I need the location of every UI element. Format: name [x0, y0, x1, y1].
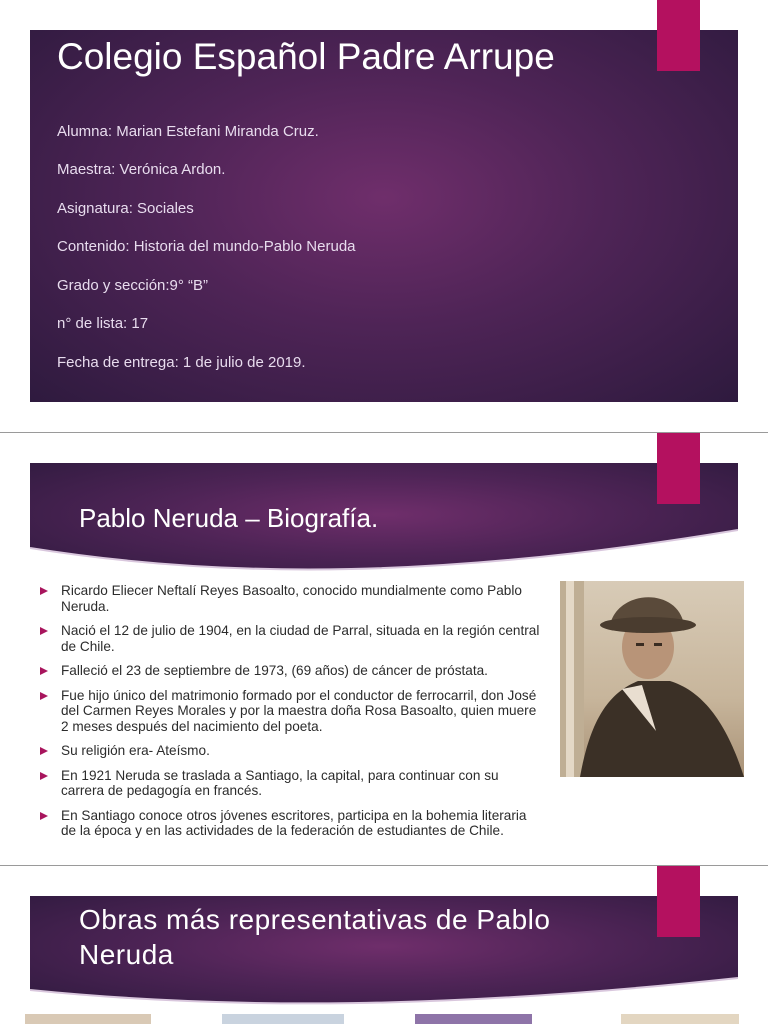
bullet-icon [40, 667, 48, 675]
book-cover-thumbnail [25, 1014, 151, 1024]
page-divider [0, 432, 768, 433]
accent-tab [657, 0, 700, 71]
list-item [40, 583, 540, 614]
list-item-text: En Santiago conoce otros jóvenes escritores, participa en la bohemia literaria de la época y en las actividades de la federación de estudiantes de Chile. [61, 807, 527, 838]
list-item-text: Fue hijo único del matrimonio formado por el conductor de ferrocarril, don José del Carmen Reyes Morales y por la maestra doña Rosa Basoalto, quien muere 2 meses después del nacimiento del poeta. [61, 687, 537, 734]
list-item [40, 623, 540, 654]
content-line: Contenido: Historia del mundo-Pablo Neruda [57, 238, 356, 255]
list-item [40, 663, 540, 679]
subject-line: Asignatura: Sociales [57, 200, 194, 217]
book-cover-thumbnail [222, 1014, 344, 1024]
list-item [40, 808, 540, 839]
due-date-line: Fecha de entrega: 1 de julio de 2019. [57, 354, 306, 371]
student-line: Alumna: Marian Estefani Miranda Cruz. [57, 123, 319, 140]
list-item [40, 768, 540, 799]
book-cover-thumbnail [415, 1014, 532, 1024]
header-wave [30, 976, 738, 1010]
bullet-icon [40, 812, 48, 820]
list-item [40, 743, 540, 759]
neruda-portrait [560, 581, 744, 777]
bullet-icon [40, 587, 48, 595]
bullet-icon [40, 627, 48, 635]
slide-title: Pablo Neruda – Biografía. [79, 503, 379, 533]
accent-tab [657, 866, 700, 937]
bullet-icon [40, 692, 48, 700]
page-divider [0, 865, 768, 866]
book-cover-thumbnail [621, 1014, 739, 1024]
slide-title: Colegio Español Padre Arrupe [57, 36, 555, 77]
slide-title: Obras más representativas de Pablo Neruda [79, 904, 551, 970]
list-item-text: En 1921 Neruda se traslada a Santiago, la capital, para continuar con su carrera de pedagogía en francés. [61, 767, 499, 798]
list-item [40, 688, 540, 735]
list-number-line: n° de lista: 17 [57, 315, 149, 332]
bullet-icon [40, 772, 48, 780]
bullet-icon [40, 747, 48, 755]
grade-line: Grado y sección:9° “B” [57, 277, 209, 294]
biography-list [40, 583, 540, 848]
accent-tab [657, 433, 700, 504]
header-wave [30, 528, 738, 580]
list-item-text: Su religión era- Ateísmo. [61, 743, 210, 758]
list-item-text: Nació el 12 de julio de 1904, en la ciudad de Parral, situada en la región central de Chile. [61, 623, 540, 654]
list-item-text: Ricardo Eliecer Neftalí Reyes Basoalto, conocido mundialmente como Pablo Neruda. [61, 583, 522, 614]
teacher-line: Maestra: Verónica Ardon. [57, 161, 226, 178]
list-item-text: Falleció el 23 de septiembre de 1973, (69 años) de cáncer de próstata. [61, 663, 488, 678]
